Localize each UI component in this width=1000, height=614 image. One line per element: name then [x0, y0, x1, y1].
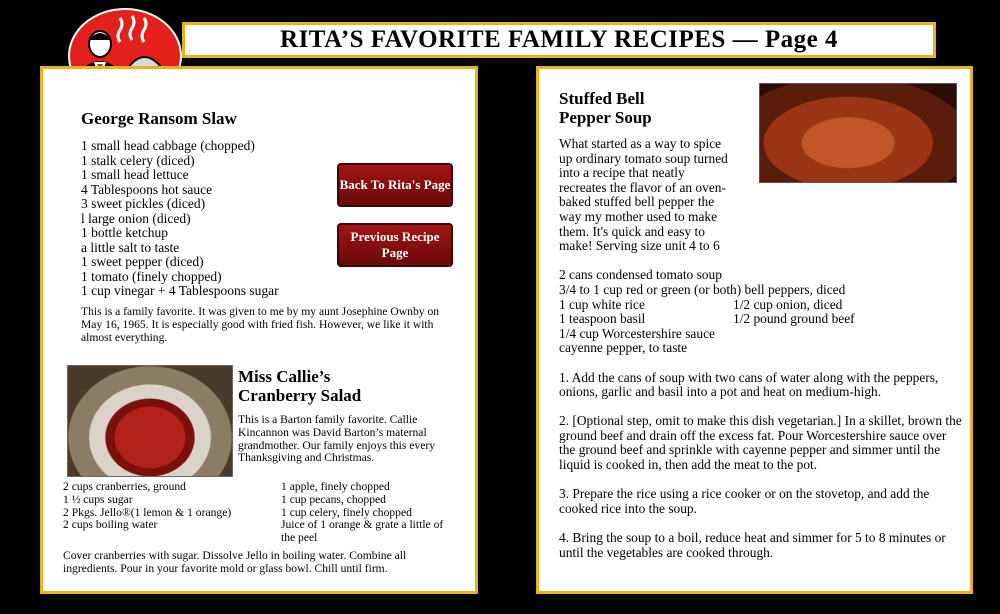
- ingredient-line: 2 cups cranberries, ground: [63, 480, 186, 493]
- ingredient-line: 1 teaspoon basil: [559, 311, 646, 327]
- slaw-title: George Ransom Slaw: [81, 109, 237, 128]
- soup-step: 4. Bring the soup to a boil, reduce heat and simmer for 5 to 8 minutes or until the vegetables are cooked through.: [559, 530, 946, 560]
- ingredient-line: 1 tomato (finely chopped): [81, 268, 222, 284]
- ingredient-line: 3/4 to 1 cup red or green (or both) bell peppers, diced: [559, 281, 846, 297]
- previous-recipe-page-button[interactable]: Previous Recipe Page: [337, 223, 453, 267]
- soup-ingredients: [559, 268, 964, 356]
- slaw-ingredients-list: [81, 139, 279, 299]
- ingredient-line: 1/2 pound ground beef: [733, 311, 855, 327]
- soup-steps: [559, 371, 964, 561]
- ingredient-line: 1 stalk celery (diced): [81, 152, 195, 168]
- cranberry-ingredients-right: [281, 481, 451, 545]
- ingredient-line: 2 cans condensed tomato soup: [559, 267, 722, 283]
- cranberry-salad-photo: [67, 365, 233, 477]
- ingredient-line: 1 small head lettuce: [81, 167, 189, 182]
- ingredient-line: 1 ½ cups sugar: [63, 492, 133, 506]
- cranberry-intro: This is a Barton family favorite. Callie Kincannon was David Barton’s maternal grandmother. Our family enjoys this every Thanksgiving and Christmas.: [238, 413, 436, 465]
- ingredient-line: 1 cup white rice: [559, 296, 645, 312]
- ingredient-line: 1 small head cabbage (chopped): [81, 138, 255, 153]
- slaw-note: This is a family favorite. It was given to me by my aunt Josephine Ownby on May 16, 1965. It is especially good with fried fish. However, we like it with almost everything.: [81, 305, 440, 344]
- ingredient-line: a little salt to taste: [81, 239, 180, 255]
- ingredient-line: 1 sweet pepper (diced): [81, 254, 204, 269]
- cranberry-ingredients-left: [63, 481, 268, 532]
- soup-content: [559, 137, 964, 575]
- ingredient-line: 1 cup celery, finely chopped: [281, 505, 412, 519]
- soup-title: [559, 89, 652, 127]
- soup-title-line2: Pepper Soup: [559, 108, 652, 127]
- soup-intro-text: What started as a way to spice up ordinary tomato soup turned into a recipe that neatly recreates the flavor of an oven-baked stuffed bell pepper the way my mother used to make them. It's quick and easy to make! Serving size unit 4 to 6: [559, 136, 728, 254]
- ingredient-line: 1 cup pecans, chopped: [281, 492, 386, 506]
- ingredient-line: Juice of 1 orange & grate a little of the peel: [281, 518, 444, 545]
- photo-spacer: [733, 137, 959, 225]
- ingredient-line: 1 bottle ketchup: [81, 225, 168, 240]
- ingredient-line: 4 Tablespoons hot sauce: [81, 181, 213, 197]
- ingredient-line: cayenne pepper, to taste: [559, 340, 688, 356]
- page-title: RITA’S FAVORITE FAMILY RECIPES — Page 4: [280, 26, 838, 53]
- ingredient-row: [559, 312, 964, 327]
- cranberry-title: Miss Callie’s Cranberry Salad: [238, 367, 362, 405]
- ingredient-row: [559, 298, 964, 313]
- ingredient-line: 1 cup vinegar + 4 Tablespoons sugar: [81, 283, 279, 298]
- soup-step: 2. [Optional step, omit to make this dish vegetarian.] In a skillet, brown the ground beef and drain off the excess fat. Pour Worcestershire sauce over the ground beef and sprinkle with cayenne pepper and simmer until the liquid is cooked in, then add the meat to the pot.: [559, 413, 962, 473]
- ingredient-line: 1 apple, finely chopped: [281, 480, 390, 493]
- ingredient-line: l large onion (diced): [81, 210, 191, 226]
- ingredient-line: 2 Pkgs. Jello®(1 lemon & 1 orange): [63, 505, 232, 519]
- ingredient-line: 1/4 cup Worcestershire sauce: [559, 325, 715, 341]
- ingredient-line: 2 cups boiling water: [63, 518, 158, 532]
- ingredient-line: 3 sweet pickles (diced): [81, 196, 206, 211]
- soup-title-line1: Stuffed Bell: [559, 89, 645, 108]
- ingredient-line: 1/2 cup onion, diced: [733, 296, 843, 312]
- back-to-ritas-page-button[interactable]: Back To Rita's Page: [337, 163, 453, 207]
- left-recipe-panel: [40, 66, 478, 594]
- page-title-bar: [182, 22, 936, 58]
- right-recipe-panel: [536, 66, 973, 594]
- soup-intro: [559, 137, 959, 254]
- cranberry-directions: Cover cranberries with sugar. Dissolve Jello in boiling water. Combine all ingredients. Pour in your favorite mold or glass bowl. Chill until firm.: [63, 549, 407, 575]
- soup-step: 1. Add the cans of soup with two cans of water along with the peppers, onions, garlic and basil into a pot and heat on medium-high.: [559, 369, 939, 400]
- soup-step: 3. Prepare the rice using a rice cooker or on the stovetop, and add the cooked rice into the soup.: [559, 486, 930, 516]
